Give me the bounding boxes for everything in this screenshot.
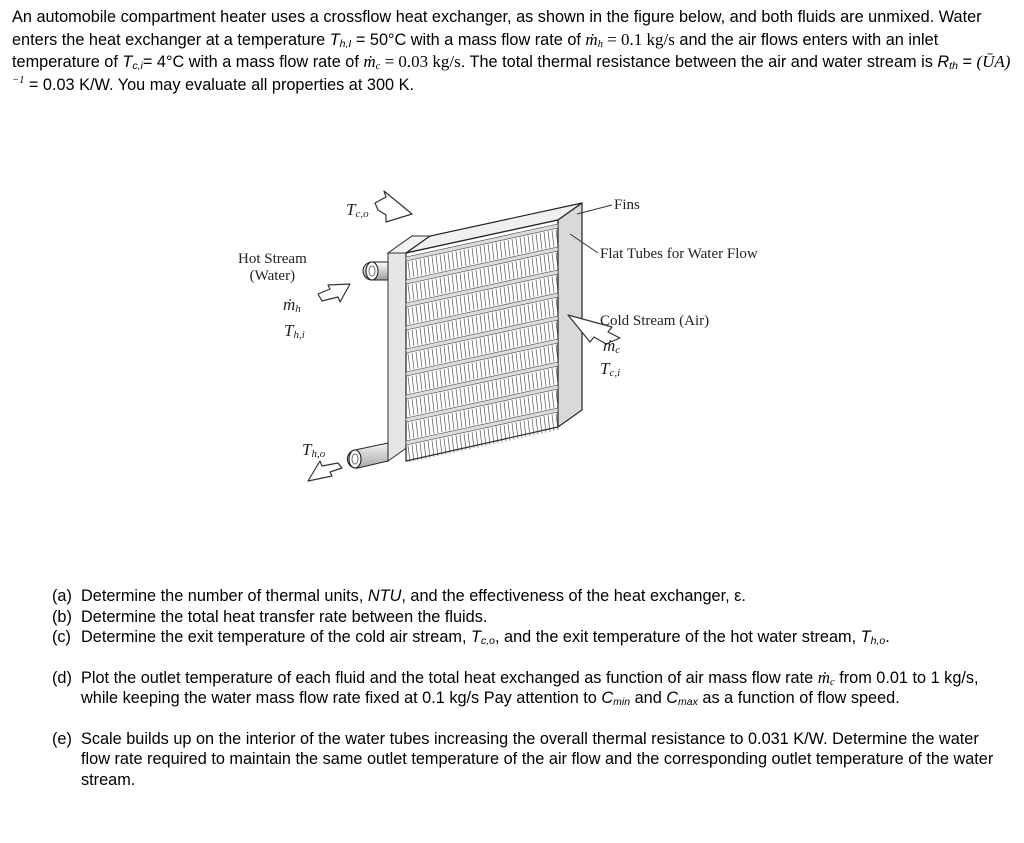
mc-value: = 0.03 kg/s [380,52,461,72]
question-a: (a) Determine the number of thermal units, NTU, and the effectiveness of the heat exchanger, ε. [52,587,746,605]
question-e: (e) Scale builds up on the interior of the water tubes increasing the overall thermal resistance to 0.031 K/W. Determine the water flow rate required to maintain the same outlet temperature of the air flow and the corresponding outlet temperature of the water stream. [52,729,994,789]
ntu-term: NTU [367,587,402,605]
problem-statement [12,6,1016,96]
mh-figure-symbol: ṁ$_h$ [283,295,301,315]
cmax-term: $C_{max}$ [666,689,698,708]
tc-inlet-symbol: $T_{c,i}$ [122,53,143,73]
tho-symbol: $T_{h,o}$ [302,440,326,460]
mh-value: = 0.1 kg/s [602,29,675,49]
thi-symbol: $T_{h,i}$ [284,321,305,341]
cmin-term: $C_{min}$ [601,689,631,708]
th-inlet-symbol: $T_{h,I}$ [329,30,352,50]
intro-text-4: = 4°C with a mass flow rate of [142,53,364,72]
intro-text-7: = 0.03 K/W. You may evaluate all properties at 300 K. [24,75,414,94]
hot-stream-subtitle: (Water) [249,268,296,284]
inlet-pipe [363,262,388,280]
mc-figure-symbol: ṁ$_c$ [603,336,621,356]
tubes-label: Flat Tubes for Water Flow [600,246,758,262]
intro-text-6: = [957,53,977,72]
question-label: (e) [52,729,72,748]
water-outlet-arrow [308,461,342,481]
question-label: (c) [52,628,71,646]
question-d: (d) Plot the outlet temperature of each fluid and the total heat exchanged as function of air mass flow rate ṁ$_c$ from 0.01 to 1 kg/s, while keeping the water mass flow rate fixed at 0.1 kg/s Pay attention to $C_{min}$ and $C_{max}$ as a function of flow speed. [52,667,979,708]
question-label: (b) [52,607,72,626]
hot-stream-title: Hot Stream [238,251,307,267]
intro-text-3: and the air flows enters with an inlet temperature of [12,30,939,72]
question-label: (a) [52,587,72,605]
water-inlet-arrow [318,284,350,302]
heat-exchanger-drawing [0,150,1024,570]
tci-symbol: $T_{c,i}$ [600,359,621,379]
tho-term: $T_{h,o}$ [860,628,886,647]
core-face [406,203,582,462]
hot-stream-label [238,251,307,285]
outlet-pipe [347,443,388,468]
problem-paragraph [12,6,1016,96]
rth-symbol: $R_{th}$ [937,53,958,73]
intro-text-1: An automobile compartment heater uses a crossflow heat exchanger, as shown in the figure below, and both fluids are unmixed. Water enters the heat exchanger at a temperature [12,8,982,49]
air-outlet-arrow [375,191,412,222]
mh-symbol: ṁ$_h$ [585,29,603,50]
mc-term: ṁ$_c$ [817,667,835,688]
mc-symbol: ṁ$_c$ [363,52,381,73]
tco-term: $T_{c,o}$ [471,628,495,647]
question-c: (c) Determine the exit temperature of the cold air stream, $T_{c,o}$, and the exit temperature of the hot water stream, $T_{h,o}$. [52,628,890,647]
question-list [52,586,1012,790]
heat-exchanger-figure [0,150,1024,570]
fins-label: Fins [614,197,640,213]
ua-expression: (ŪA)$^{-1}$ [12,52,1011,86]
intro-text-5: . The total thermal resistance between the air and water stream is [460,53,938,72]
intro-text-2: = 50°C with a mass flow rate of [351,30,586,49]
question-b: (b) Determine the total heat transfer rate between the fluids. [52,607,488,626]
cold-stream-label: Cold Stream (Air) [600,313,710,329]
tco-symbol: $T_{c,o}$ [346,200,369,220]
question-label: (d) [52,668,72,687]
